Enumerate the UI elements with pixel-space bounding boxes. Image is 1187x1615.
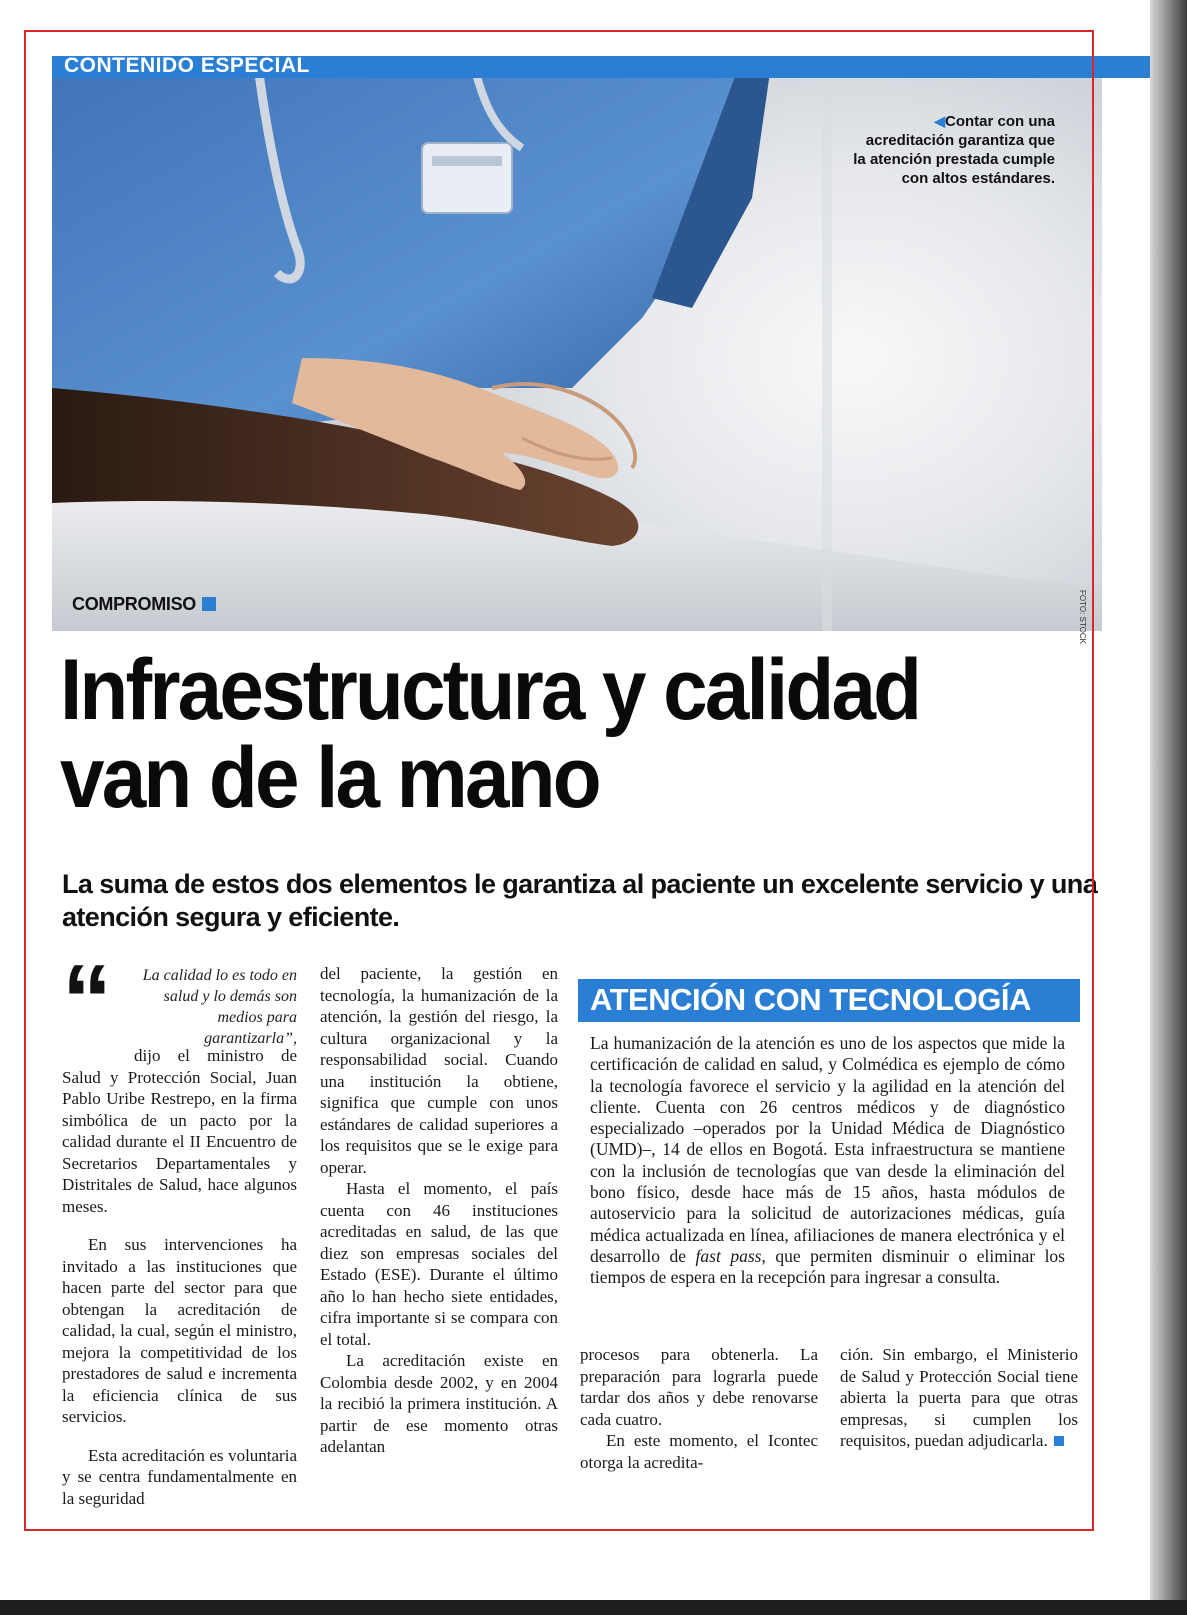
square-bullet-icon [202,597,216,611]
paragraph: En este momento, el Icontec otorga la acredita- [580,1431,818,1472]
sidebar-box-title-text: ATENCIÓN CON TECNOLOGÍA [590,982,1031,1017]
sidebar-text: La humanización de la atención es uno de los aspectos que mide la certificación de calidad en salud, y Colmédica es ejemplo de cómo la tecnología favorece el servicio y la agilidad en la atención del cliente. Cuenta con 26 centros médicos y de diagnóstico especializado –operados por la Unidad Médica de Diagnóstico (UMD)–, 14 de ellos en Bogotá. Esta infraestructura se mantiene con la inclusión de tecnologías que van desde la eliminación del bono físico, desde hace más de 15 años, hasta módulos de autoservicio para la solicitud de autorizaciones médicas, guía médica actualizada en línea, afiliaciones de manera electrónica y el desarrollo de [590,1033,1065,1266]
section-label: CONTENIDO ESPECIAL [64,54,310,77]
paragraph: Hasta el momento, el país cuenta con 46 instituciones acreditadas en salud, de las que diez son empresas sociales del Estado (ESE). Durante el último año lo han hecho siete entidades, cifra importante si se compara con el total. [320,1179,558,1349]
pull-quote: La calidad lo es todo en salud y lo demás son medios para garantizarla”, [142,967,297,1047]
paragraph: Esta acreditación es voluntaria y se centra fundamentalmente en la seguridad [62,1445,297,1508]
sidebar-text: , que permiten disminuir o eliminar los tiempos de espera en la recepción para ingresar a consulta. [590,1245,1065,1288]
sidebar-box-title [578,979,1080,1022]
photo-credit: FOTO: STOCK [1078,590,1087,644]
kicker-text: COMPROMISO [72,594,197,614]
page-edge-shadow [1150,0,1187,1615]
column-4 [840,1344,1078,1452]
subheadline: La suma de estos dos elementos le garantiza al paciente un excelente servicio y una atención segura y eficiente. [62,869,1098,932]
paragraph: del paciente, la gestión en tecnología, la humanización de la atención, la gestión del riesgo, la cultura organizacional y la responsabilidad social. Cuando una institución la obtiene, significa que cumple con unos estándares de calidad superiores a los requisitos que se le exige para operar. [320,964,558,1177]
quote-mark-icon: “ [62,944,112,1056]
paragraph: La acreditación existe en Colombia desde 2002, y en 2004 la recibió la primera institución. A partir de ese momento otras adelantan [320,1351,558,1456]
end-mark-icon [1054,1436,1064,1446]
column-2 [320,963,558,1458]
paragraph: procesos para obtenerla. La preparación para lograrla puede tardar dos años y debe renovarse cada cuatro. [580,1345,818,1429]
headline [60,642,1027,826]
photo-caption [850,112,1055,188]
paragraph-text: ción. Sin embargo, el Ministerio de Salud y Protección Social tiene abierta la puerta para que otras empresas, si cumplen los requisitos, puedan adjudicarla. [840,1345,1078,1450]
column-1 [62,1028,297,1526]
kicker [72,594,216,615]
paragraph: dijo el ministro de Salud y Protección Social, Juan Pablo Uribe Restrepo, en la firma simbólica de un pacto por la calidad durante el II Encuentro de Secretarios Departamentales y Distritales de Salud, hace algunos meses. [62,1046,297,1216]
page-bottom-edge [0,1600,1187,1615]
caption-arrow-icon: ◀ [934,113,945,129]
column-3 [580,1344,818,1473]
caption-text: Contar con una acreditación garantiza que la atención prestada cumple con altos estándares. [853,113,1055,187]
paragraph: En sus intervenciones ha invitado a las instituciones que hacen parte del sector para que obtengan la acreditación de calidad, la cual, según el ministro, mejora la competitividad de los prestadores de salud e incrementa la eficiencia clínica de sus servicios. [62,1235,297,1426]
headline-line-2: van de la mano [60,730,599,826]
paragraph [840,1344,1078,1452]
sidebar-box-body [590,1033,1065,1289]
headline-line-1: Infraestructura y calidad [60,642,920,738]
sidebar-emphasis: fast pass [695,1245,762,1266]
